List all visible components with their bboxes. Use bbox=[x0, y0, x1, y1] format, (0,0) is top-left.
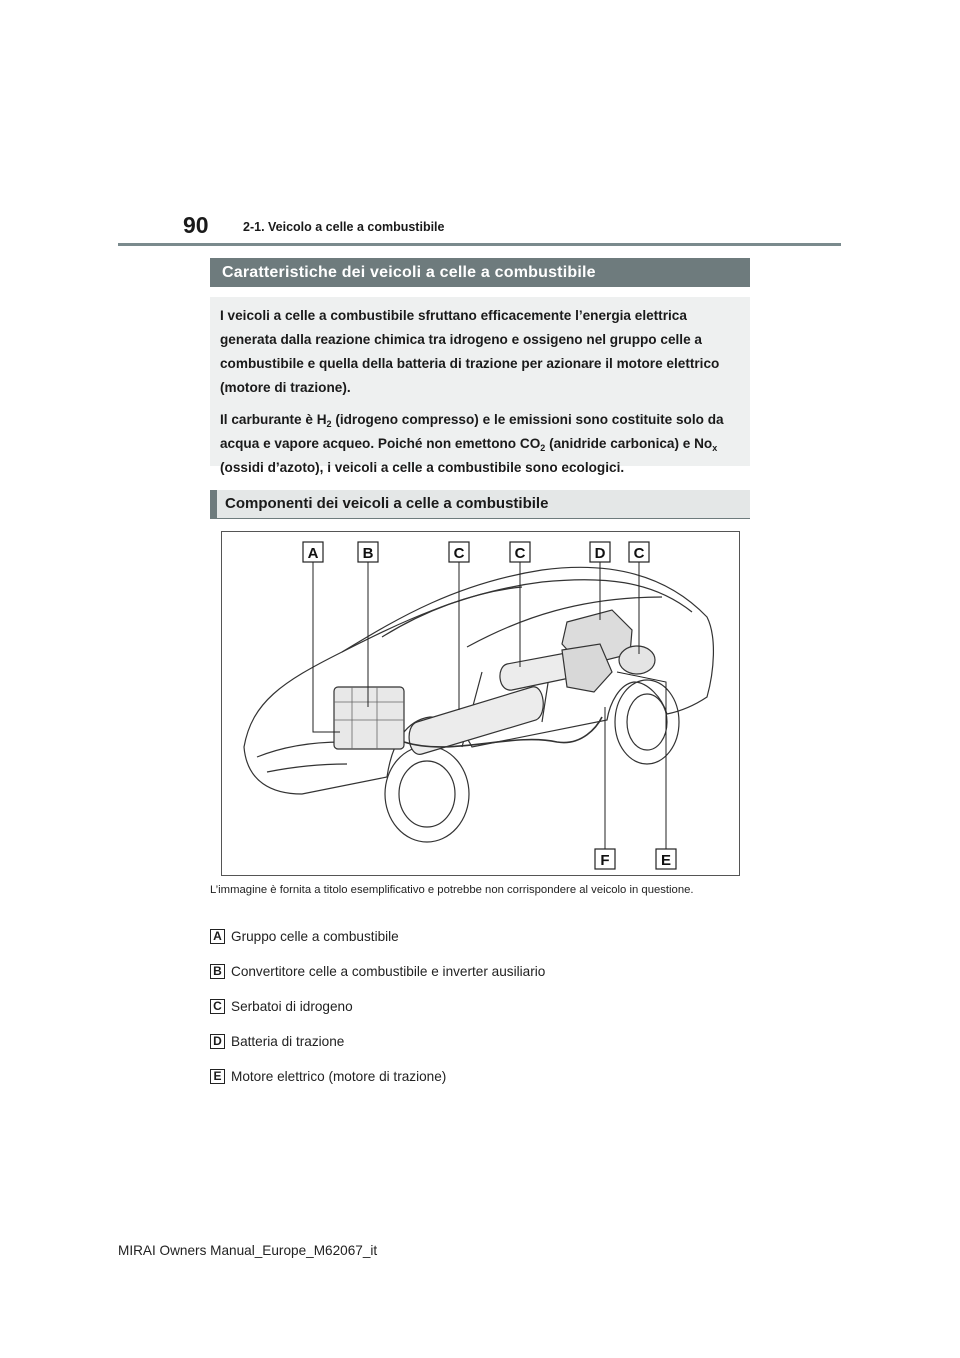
callout-a: A bbox=[307, 545, 319, 562]
legend-key: A bbox=[210, 929, 225, 944]
breadcrumb: 2-1. Veicolo a celle a combustibile bbox=[243, 220, 445, 234]
car-components-diagram bbox=[222, 532, 741, 877]
figure-caption: L’immagine è fornita a titolo esemplificativo e potrebbe non corrispondere al veicolo in questione. bbox=[210, 884, 694, 896]
legend-text: Convertitore celle a combustibile e inverter ausiliario bbox=[231, 963, 546, 979]
rear-wheel bbox=[615, 680, 679, 764]
callout-b: B bbox=[362, 545, 374, 562]
callout-d: D bbox=[594, 545, 606, 562]
intro-paragraph-1: I veicoli a celle a combustibile sfruttano efficacemente l’energia elettrica generata dalla reazione chimica tra idrogeno e ossigeno nel gruppo celle a combustibile e quella della batteria di trazione per azionare il motore elettrico (motore di trazione). bbox=[220, 308, 720, 395]
front-wheel-hub bbox=[399, 761, 455, 827]
legend-key: B bbox=[210, 964, 225, 979]
figure-frame bbox=[221, 531, 740, 876]
subsection-rule bbox=[210, 518, 750, 519]
legend-item bbox=[210, 1067, 446, 1085]
callout-c-2: C bbox=[514, 545, 526, 562]
legend-item bbox=[210, 962, 545, 980]
legend-key: E bbox=[210, 1069, 225, 1084]
headlight bbox=[257, 742, 342, 757]
callout-e: E bbox=[660, 852, 672, 869]
header-rule bbox=[118, 243, 841, 246]
hydrogen-tank-rear bbox=[619, 646, 655, 674]
legend-item bbox=[210, 997, 353, 1015]
callout-c-3: C bbox=[633, 545, 645, 562]
intro-paragraph-2: Il carburante è $H_2$ (idrogeno compresso) e le emissioni sono costituite solo da acqua e vapore acqueo. Poiché non emettono $CO_2$ (anidride carbonica) e $No_x$ (ossidi d’azoto), i veicoli a celle a combustibile sono ecologici. bbox=[220, 412, 724, 475]
legend-text: Motore elettrico (motore di trazione) bbox=[231, 1068, 447, 1084]
subsection-title: Componenti dei veicoli a celle a combustibile bbox=[210, 490, 750, 519]
rear-wheel-hub bbox=[627, 694, 667, 750]
legend-text: Batteria di trazione bbox=[231, 1033, 345, 1049]
intro-box bbox=[210, 297, 750, 475]
legend-key: C bbox=[210, 999, 225, 1014]
callout-f: F bbox=[600, 852, 610, 869]
section-title: Caratteristiche dei veicoli a celle a combustibile bbox=[210, 258, 750, 287]
legend-item bbox=[210, 1032, 344, 1050]
page-number: 90 bbox=[183, 212, 209, 238]
legend-item bbox=[210, 927, 399, 945]
legend-key: D bbox=[210, 1034, 225, 1049]
legend-text: Serbatoi di idrogeno bbox=[231, 998, 353, 1014]
legend-text: Gruppo celle a combustibile bbox=[231, 928, 399, 944]
callout-c-1: C bbox=[453, 545, 465, 562]
fuel-cell-stack bbox=[334, 687, 404, 749]
footer-text: MIRAI Owners Manual_Europe_M62067_it bbox=[118, 1243, 378, 1258]
